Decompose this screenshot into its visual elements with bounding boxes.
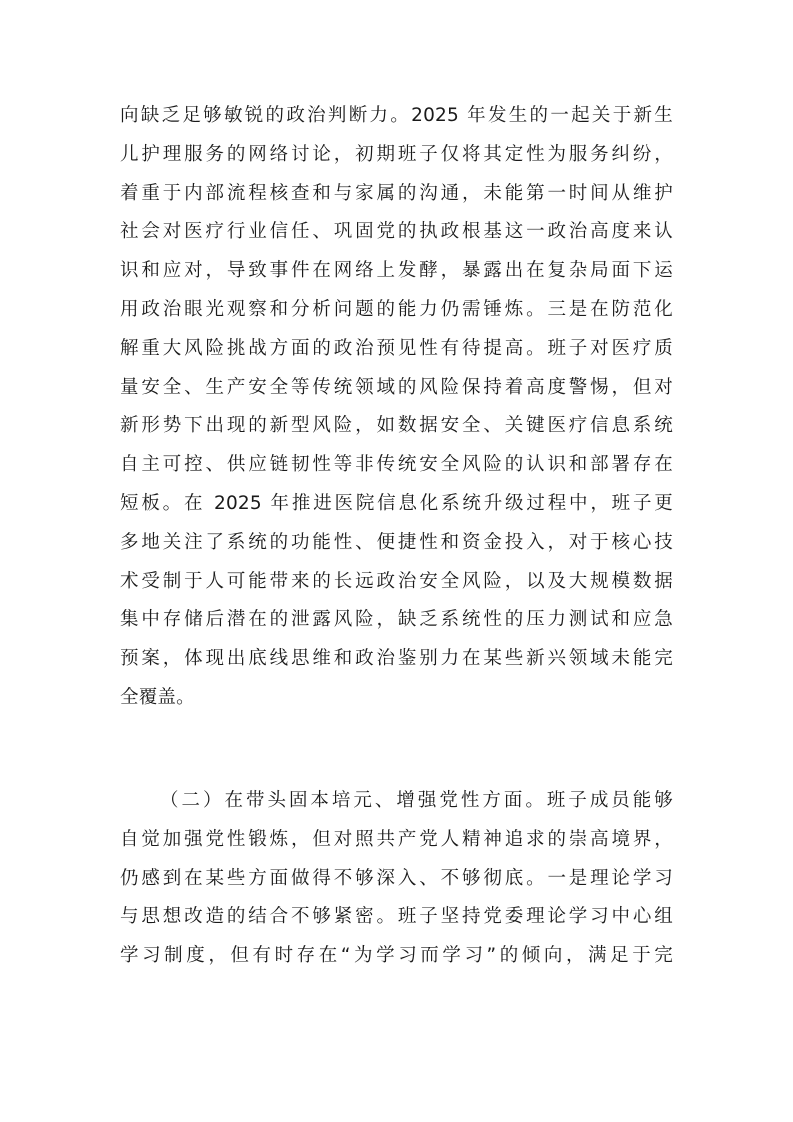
text-line: 新形势下出现的新型风险，如数据安全、关键医疗信息系统	[120, 415, 673, 437]
text-line: 解重大风险挑战方面的政治预见性有待提高。班子对医疗质	[120, 337, 673, 359]
text-line: 预案，体现出底线思维和政治鉴别力在某些新兴领域未能完	[120, 648, 673, 670]
text-line: 术受制于人可能带来的长远政治安全风险，以及大规模数据	[120, 570, 673, 592]
paragraph-2	[120, 782, 673, 976]
text-line: 儿护理服务的网络讨论，初期班子仅将其定性为服务纠纷，	[120, 143, 673, 165]
text-line: 学习制度，但有时存在“为学习而学习”的倾向，满足于完	[120, 945, 673, 967]
text-line: 集中存储后潜在的泄露风险，缺乏系统性的压力测试和应急	[120, 609, 673, 631]
text-line: 与思想改造的结合不够紧密。班子坚持党委理论学习中心组	[120, 906, 673, 928]
section-heading-line: （二）在带头固本培元、增强党性方面。班子成员能够	[160, 790, 673, 811]
paragraph-1	[120, 97, 673, 718]
text-line: 自主可控、供应链韧性等非传统安全风险的认识和部署存在	[120, 454, 673, 476]
text-line: 向缺乏足够敏锐的政治判断力。2025 年发生的一起关于新生	[120, 105, 673, 126]
text-line: 用政治眼光观察和分析问题的能力仍需锤炼。三是在防范化	[120, 298, 673, 320]
text-line: 识和应对，导致事件在网络上发酵，暴露出在复杂局面下运	[120, 260, 673, 282]
text-line: 社会对医疗行业信任、巩固党的执政根基这一政治高度来认	[120, 221, 673, 243]
text-line: 着重于内部流程核查和与家属的沟通，未能第一时间从维护	[120, 182, 673, 204]
text-line: 量安全、生产安全等传统领域的风险保持着高度警惕，但对	[120, 376, 673, 398]
text-line: 多地关注了系统的功能性、便捷性和资金投入，对于核心技	[120, 531, 673, 553]
text-line: 短板。在 2025 年推进医院信息化系统升级过程中，班子更	[120, 492, 673, 514]
text-line: 全覆盖。	[120, 686, 195, 708]
text-line: 仍感到在某些方面做得不够深入、不够彻底。一是理论学习	[120, 867, 673, 889]
text-line: 自觉加强党性锻炼，但对照共产党人精神追求的崇高境界，	[120, 828, 673, 850]
